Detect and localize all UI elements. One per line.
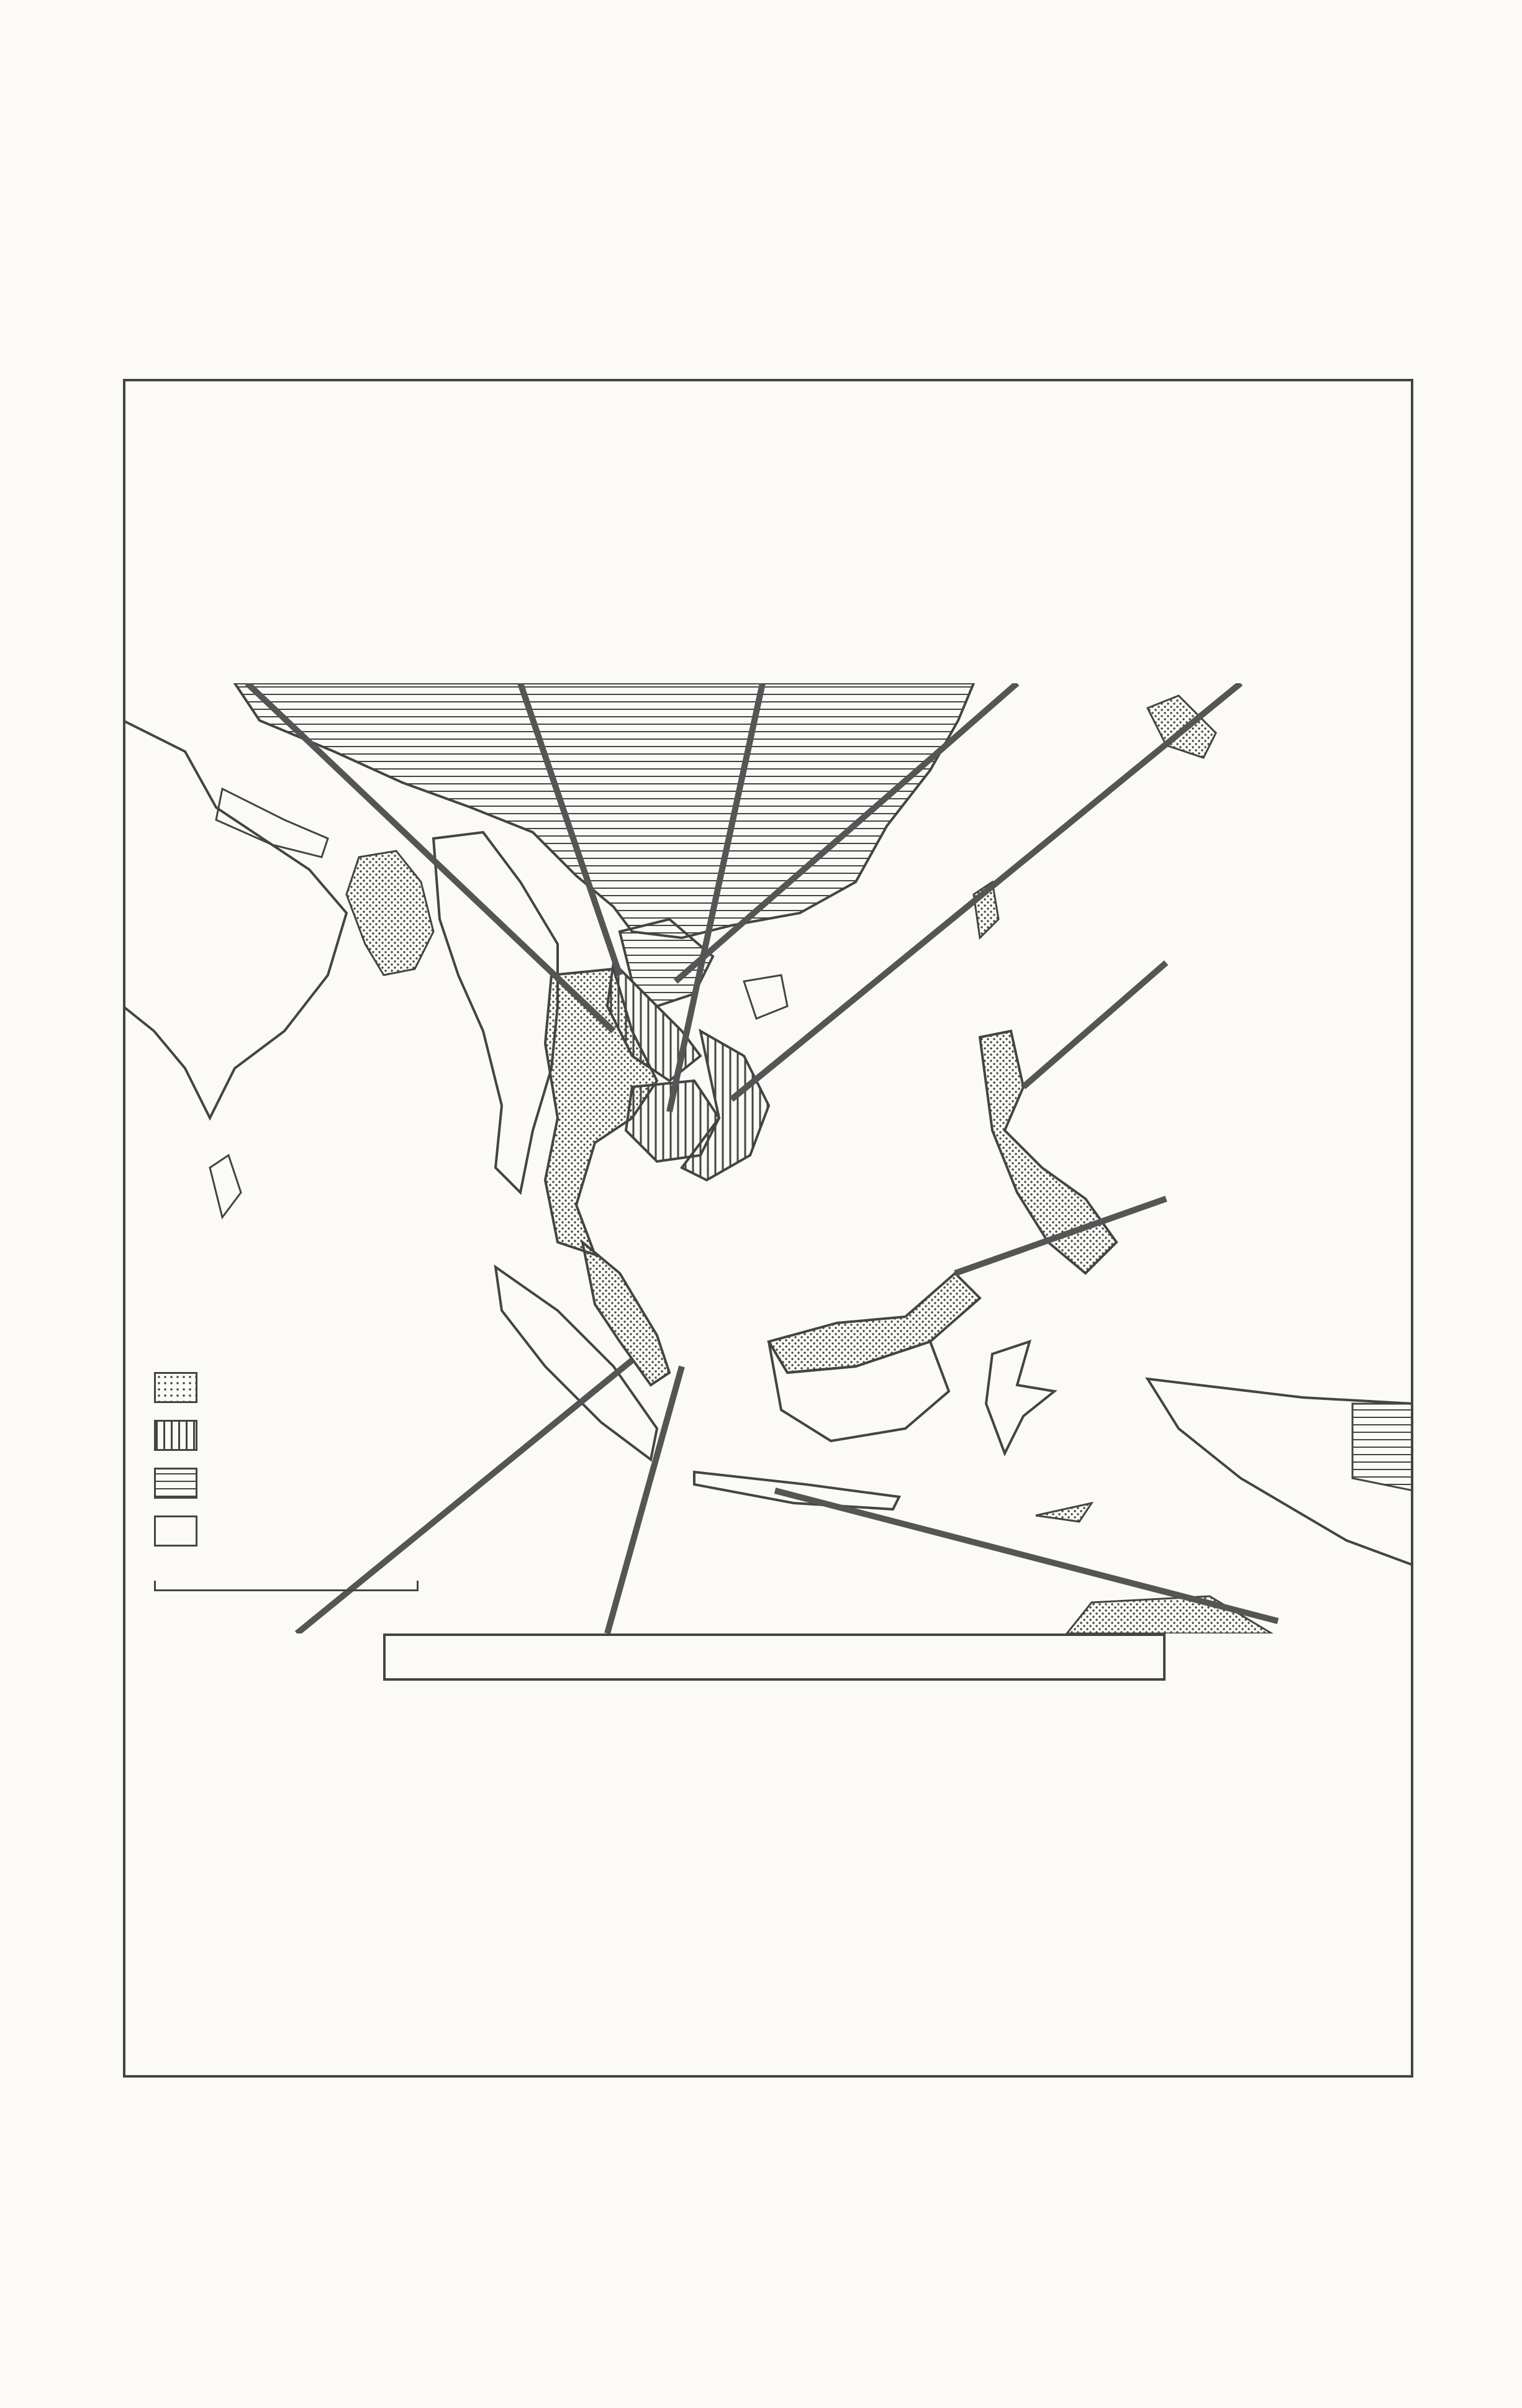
burma-region [433,832,558,1193]
hainan-region [744,975,787,1019]
australia-region [1067,1596,1272,1633]
china-region [235,683,974,938]
scale-bar [154,1556,446,1606]
legend-item [154,1363,215,1411]
map-graphic [123,683,1413,1633]
legend-item [154,1459,215,1507]
sulawesi-region [986,1342,1054,1453]
borneo-malaysia-region [769,1273,980,1373]
malaysia-summary-bar [383,1633,1166,1681]
legend-swatch-horizontal [154,1468,197,1499]
legend-swatch-none [154,1515,197,1547]
timor-region [1036,1503,1092,1522]
ceylon-region [210,1155,241,1217]
new-guinea-east-region [1352,1404,1413,1491]
legend-swatch-dotted [154,1372,197,1403]
map-legend [154,1363,215,1555]
legend-item [154,1507,215,1555]
east-pakistan-region [347,851,433,975]
legend-swatch-vertical [154,1420,197,1451]
scale-line [154,1581,419,1591]
nepal-region [216,789,328,857]
legend-item [154,1411,215,1459]
java-region [694,1472,899,1509]
india-region [123,720,347,1118]
